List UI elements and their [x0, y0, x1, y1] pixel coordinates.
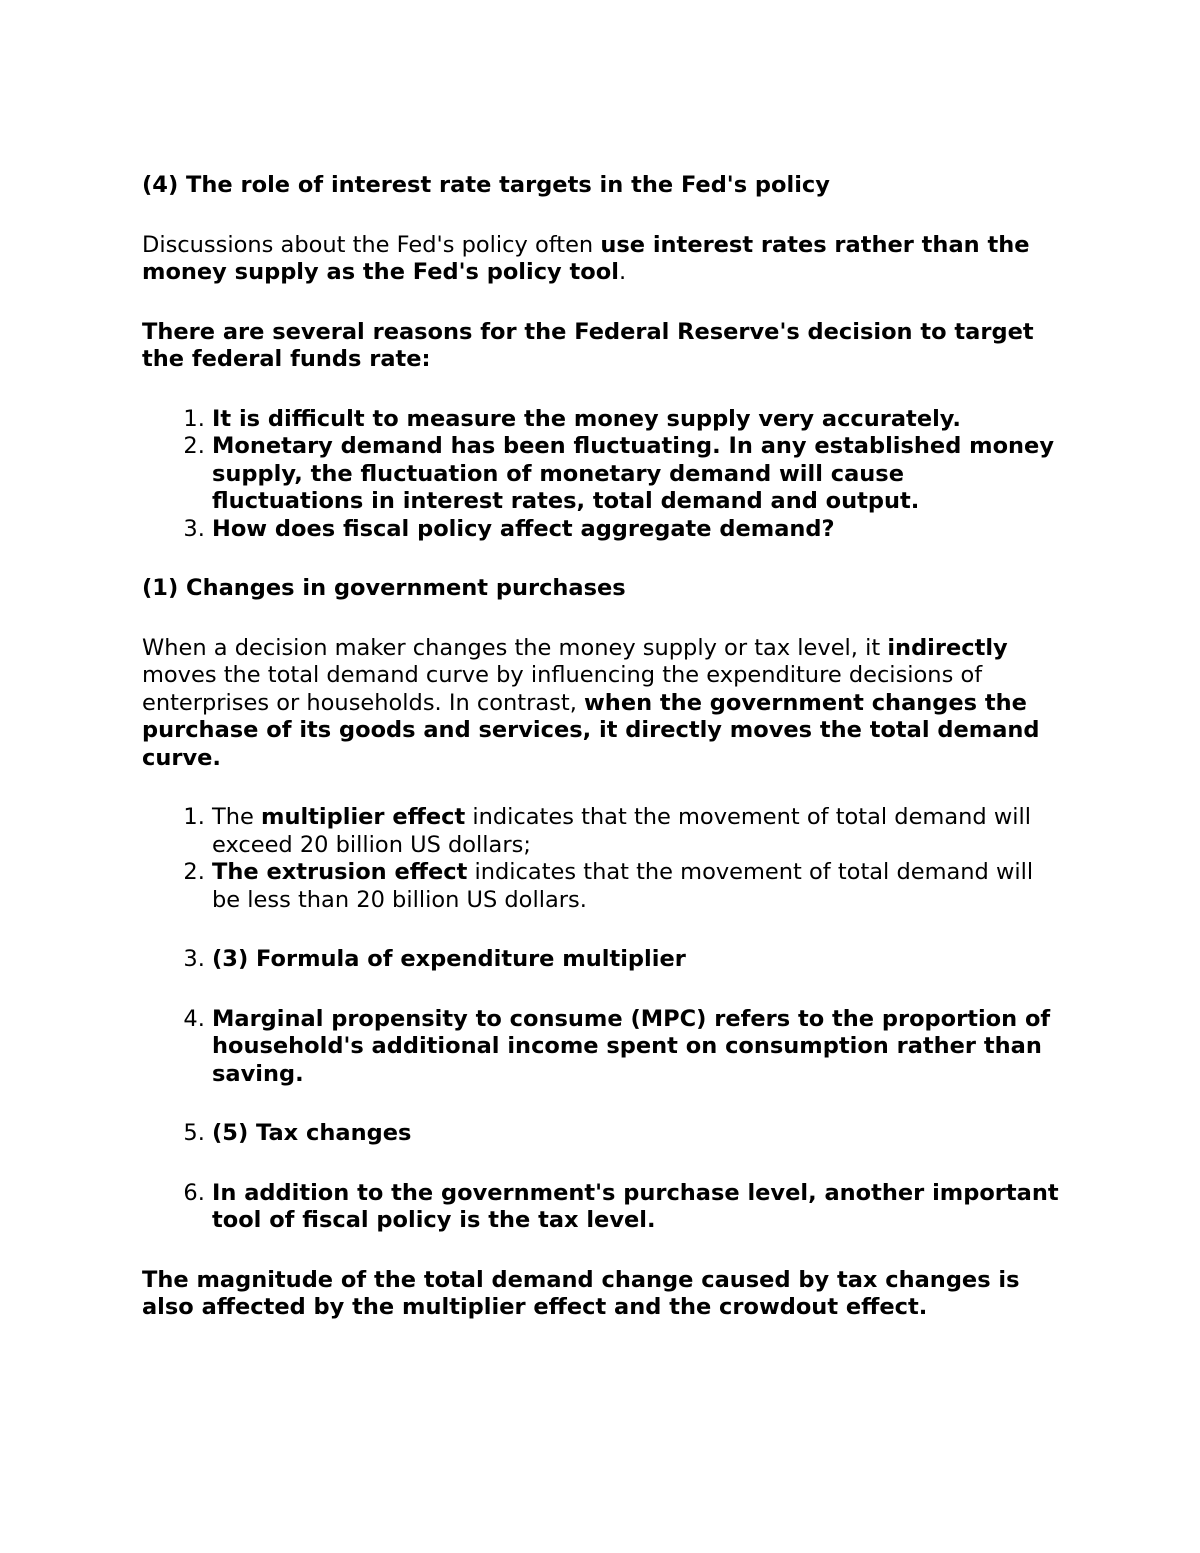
intro-period: . — [618, 259, 627, 285]
list-item-text: (3) Formula of expenditure multiplier — [212, 946, 686, 972]
list-item — [212, 433, 1062, 516]
paragraph-bold-text: when the government changes the purchase of its goods and services, it directly moves the total demand curve. — [142, 689, 1040, 771]
closing-text: The magnitude of the total demand change caused by tax changes is also affected by the multiplier effect and the crowdout effect. — [142, 1266, 1020, 1320]
list-item — [212, 804, 1062, 859]
effect-term: The extrusion effect — [212, 859, 468, 885]
closing-paragraph — [142, 1267, 1062, 1322]
section-heading-interest-rate-targets: (4) The role of interest rate targets in the Fed's policy — [142, 172, 830, 198]
list-item — [212, 516, 1062, 544]
reason-text: How does fiscal policy affect aggregate demand? — [212, 515, 835, 542]
intro-text: Discussions about the Fed's policy often — [142, 231, 601, 258]
document-page — [142, 172, 1062, 1354]
effect-text: indicates that the movement of total demand will exceed 20 billion US dollars; — [212, 804, 1031, 858]
reasons-lead-text: There are several reasons for the Federal Reserve's decision to target the federal funds rate: — [142, 318, 1034, 372]
continued-list — [142, 946, 1062, 1235]
intro-bold-text: use interest rates rather than the money supply as the Fed's policy tool — [142, 231, 1030, 285]
list-item-text: (5) Tax changes — [212, 1120, 412, 1146]
effect-term: multiplier effect — [261, 804, 466, 830]
intro-paragraph — [142, 232, 1062, 287]
government-purchases-paragraph — [142, 635, 1062, 773]
list-item — [212, 1006, 1062, 1089]
reasons-lead-paragraph — [142, 319, 1062, 374]
reasons-list — [142, 406, 1062, 544]
list-item-text: In addition to the government's purchase level, another important tool of fiscal policy is the tax level. — [212, 1179, 1059, 1233]
paragraph-bold-text: indirectly — [887, 634, 1008, 661]
effect-text: indicates that the movement of total demand will be less than 20 billion US dollars. — [212, 859, 1034, 913]
list-item — [212, 406, 1062, 434]
list-item — [212, 1120, 1062, 1148]
effect-text: The — [212, 804, 261, 830]
list-item — [212, 1180, 1062, 1235]
reason-text: It is difficult to measure the money supply very accurately. — [212, 405, 961, 432]
effects-list — [142, 804, 1062, 914]
list-item-text: Marginal propensity to consume (MPC) refers to the proportion of household's additional income spent on consumption rather than saving. — [212, 1005, 1051, 1087]
paragraph-text: moves the total demand curve by influencing the expenditure decisions of enterprises or households. In contrast, — [142, 662, 983, 716]
reason-text: Monetary demand has been fluctuating. In any established money supply, the fluctuation of monetary demand will cause fluctuations in interest rates, total demand and output. — [212, 433, 1054, 514]
section-heading-government-purchases: (1) Changes in government purchases — [142, 575, 626, 601]
list-item — [212, 946, 1062, 974]
paragraph-text: When a decision maker changes the money supply or tax level, it — [142, 634, 888, 661]
list-item — [212, 859, 1062, 914]
